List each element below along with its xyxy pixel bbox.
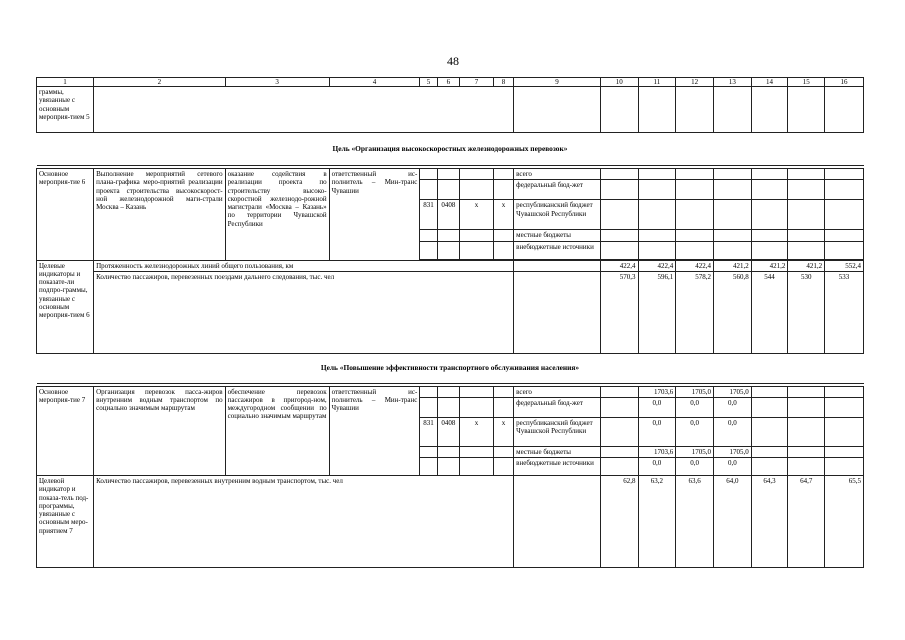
indicator-value: 578,2 (676, 271, 714, 353)
measure-7-label: Основное мероприя-тие 7 (37, 386, 94, 476)
funding-value: 0,0 (676, 397, 714, 417)
funding-value: 0,0 (638, 417, 676, 446)
funding-source: федеральный бюд-жет (514, 180, 601, 200)
cs-code: x (460, 417, 494, 446)
measure-6-expected: оказание содействия в реализации проекта по строительству высоко-скоростной железнодо-рожной магистрали «Москва – Казань» по территории Чувашской Республики (225, 169, 329, 261)
col-number: 14 (751, 78, 788, 87)
indicator-value: 533 (825, 271, 864, 353)
col-number: 5 (420, 78, 437, 87)
col-number: 1 (37, 78, 94, 87)
measure-6-executor: ответственный ис-полнитель – Мин-транс Чувашии (329, 169, 420, 261)
col-number: 2 (94, 78, 226, 87)
measure-7-executor: ответственный ис-полнитель – Мин-транс Чувашии (329, 386, 420, 476)
indicator-value: 421,2 (788, 260, 825, 271)
measure-6-label: Основное мероприя-тие 6 (37, 169, 94, 261)
indicator-name: Количество пассажиров, перевезенных поездами дальнего следования, тыс. чел (94, 271, 514, 353)
col-number: 3 (225, 78, 329, 87)
indicator-value: 422,4 (600, 260, 638, 271)
funding-source: федеральный бюд-жет (514, 397, 601, 417)
indicator-value: 64,7 (788, 476, 825, 568)
indicator-value: 552,4 (825, 260, 864, 271)
indicator-name: Протяженность железнодорожных линий общего пользования, км (94, 260, 514, 271)
funding-value: 0,0 (713, 417, 751, 446)
indicator-value: 422,4 (638, 260, 676, 271)
rz-pr-code: 0408 (437, 200, 459, 230)
indicator-value: 544 (751, 271, 788, 353)
measure-6-row (37, 169, 864, 180)
funding-value: 0,0 (676, 458, 714, 476)
column-number-row (37, 78, 864, 87)
indicator-value: 64,0 (713, 476, 751, 568)
continuation-row (37, 87, 864, 133)
funding-source: внебюджетные источники (514, 458, 601, 476)
funding-source: всего (514, 386, 601, 397)
indicator-value: 63,2 (638, 476, 676, 568)
col-number: 6 (437, 78, 459, 87)
indicator-value: 596,1 (638, 271, 676, 353)
indicators-6-label: Целевые индикаторы и показате-ли подпро-граммы, увязанные с основным мероприя-тием 6 (37, 260, 94, 353)
program-table (36, 77, 864, 568)
measure-7-expected: обеспечение перевозок пассажиров в пригород-ном, междугородном сообщении по социально значимым маршрутам (225, 386, 329, 476)
col-number: 9 (514, 78, 601, 87)
vr-code: x (493, 200, 513, 230)
indicator-value: 530 (788, 271, 825, 353)
col-number: 16 (825, 78, 864, 87)
grbs-code: 831 (420, 417, 437, 446)
page-number: 48 (447, 54, 459, 68)
goal-heading: Цель «Повышение эффективности транспортного обслуживания населения» (320, 362, 580, 372)
funding-source: республиканский бюджет Чувашской Республики (514, 417, 601, 446)
funding-value: 1705,0 (713, 386, 751, 397)
indicator-value: 63,6 (676, 476, 714, 568)
goal-row (37, 133, 864, 166)
funding-value: 1705,0 (676, 446, 714, 457)
indicator-value: 560,8 (713, 271, 751, 353)
indicator-row (37, 260, 864, 271)
funding-value: 0,0 (713, 397, 751, 417)
funding-value: 0,0 (638, 397, 676, 417)
funding-source: местные бюджеты (514, 446, 601, 457)
indicator-name: Количество пассажиров, перевезенных внутренним водным транспортом, тыс. чел (94, 476, 514, 568)
funding-value: 0,0 (713, 458, 751, 476)
col-number: 10 (600, 78, 638, 87)
funding-source: местные бюджеты (514, 230, 601, 241)
indicator-value: 62,8 (600, 476, 638, 568)
rz-pr-code: 0408 (437, 417, 459, 446)
col-number: 8 (493, 78, 513, 87)
indicator-value: 65,5 (825, 476, 864, 568)
col-number: 13 (713, 78, 751, 87)
goal-heading: Цель «Организация высокоскоростных железнодорожных перевозок» (332, 143, 568, 153)
funding-value: 1705,0 (713, 446, 751, 457)
indicator-value: 64,3 (751, 476, 788, 568)
measure-6-name: Выполнение мероприятий сетевого плана-графика меро-приятий реализации проекта строительства высокоскорост-ной железнодорожной маги-страли Москва – Казань (94, 169, 226, 261)
col-number: 11 (638, 78, 676, 87)
measure-7-row (37, 386, 864, 397)
indicator-value: 570,3 (600, 271, 638, 353)
indicator-value: 421,2 (713, 260, 751, 271)
indicator-row (37, 476, 864, 568)
funding-source: внебюджетные источники (514, 241, 601, 259)
indicator-row (37, 271, 864, 353)
continuation-cell: граммы, увязанные с основным мероприя-тием 5 (37, 87, 94, 133)
col-number: 12 (676, 78, 714, 87)
funding-source: всего (514, 169, 601, 180)
funding-value: 0,0 (676, 417, 714, 446)
funding-value: 1705,0 (676, 386, 714, 397)
funding-value: 1703,6 (638, 446, 676, 457)
col-number: 15 (788, 78, 825, 87)
vr-code: x (493, 417, 513, 446)
grbs-code: 831 (420, 200, 437, 230)
col-number: 4 (329, 78, 420, 87)
measure-7-name: Организация перевозок пасса-жиров внутренним водным транспортом по социально значимым маршрутам (94, 386, 226, 476)
funding-source: республиканский бюджет Чувашской Республики (514, 200, 601, 230)
cs-code: x (460, 200, 494, 230)
indicator-value: 421,2 (751, 260, 788, 271)
funding-value: 1703,6 (638, 386, 676, 397)
goal-row (37, 353, 864, 383)
funding-value: 0,0 (638, 458, 676, 476)
col-number: 7 (460, 78, 494, 87)
indicators-7-label: Целевой индикатор и показа-тель под-программы, увязанные с основным меро-приятием 7 (37, 476, 94, 568)
indicator-value: 422,4 (676, 260, 714, 271)
